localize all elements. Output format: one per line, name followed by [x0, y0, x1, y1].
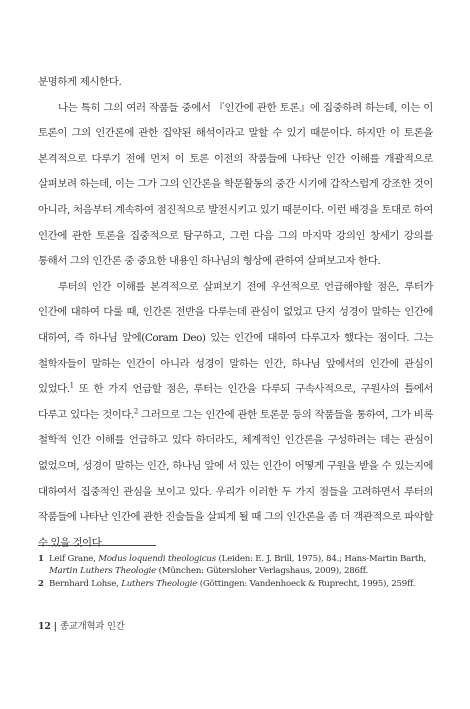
- footnote-number: 1: [38, 554, 44, 564]
- footnote-text-post: (München: Gütersloher Verlagshaus, 2009), 286ff.: [156, 566, 368, 577]
- footnote-text-pre: Bernhard Lohse,: [49, 578, 122, 589]
- footnote-1: [38, 553, 438, 578]
- paragraph-luther-anthropology: [38, 275, 433, 557]
- paragraph-focus-disputation: 나는 특히 그의 여러 작품들 중에서 『인간에 관한 토론』에 집중하려 하는데, 이는 이 토론이 그의 인간론에 관한 집약된 해석이라고 말할 수 있기 때문이다. 하지만 이 토론을 본격적으로 다루기 전에 먼저 이 토론 이전의 작품들에 나타난 인간 이해를 개괄적으로 살펴보려 하는데, 이는 그가 그의 인간론을 학문활동의 중간 시기에 갑작스럽게 강조한 것이 아니라, 처음부터 계속하여 점진적으로 발전시키고 있기 때문이다. 이런 배경을 토대로 하여 인간에 관한 토론을 집중적으로 탐구하고, 그런 다음 그의 마지막 강의인 창세기 강의를 통해서 그의 인간론 중 중요한 내용인 하나님의 형상에 관하여 살펴보고자 한다.: [38, 101, 433, 268]
- footnote-text-pre: Leif Grane,: [49, 554, 99, 564]
- paragraph-text-part-1: 루터의 인간 이해를 본격적으로 살펴보기 전에 우선적으로 언급해야할 점은, 루터가 인간에 대하여 다룰 때, 인간론 전반을 다루는데 관심이 없었고 단지 성경이 말하는 인간에 대하여, 즉 하나님 앞에(Coram Deo) 있는 인간에 대하여 다루고자 했다는 점이다. 그는 철학자들이 말하는 인간이 아니라 성경이 말하는 인간, 하나님 앞에서의 인간에 관심이 있었다.: [38, 280, 433, 396]
- footnote-book-title: Modus loquendi theologicus: [98, 554, 216, 564]
- paragraph-text-part-3: 그러므로 그는 인간에 관한 토론문 등의 작품들을 통하여, 그가 비록 철학적 인간 이해를 언급하고 있다 하더라도, 체계적인 인간론을 구성하려는 데는 관심이 없었으며, 성경이 말하는 인간, 하나님 앞에 서 있는 인간이 어떻게 구원을 받을 수 있는지에 대하여서 집중적인 관심을 보이고 있다. 우리가 이러한 두 가지 점들을 고려하면서 루터의 작품들에 나타난 인간에 관한 진술들을 살피게 될 때 그의 인간론을 좀 더 객관적으로 파악할 수 있을 것이다.: [38, 408, 433, 549]
- body-text: [38, 70, 433, 556]
- paragraph-continuation: 분명하게 제시한다.: [38, 76, 122, 88]
- footnote-ref-1[interactable]: 1: [69, 381, 74, 390]
- paragraph-text-part-2: 또 한 가지 언급할 점은, 루터는 인간을 다루되 구속사적으로, 구원사의 틀에서 다루고 있다는 것이다.: [38, 383, 433, 421]
- footnote-text-mid: (Göttingen: Vandenhoeck & Ruprecht, 1995), 259ff.: [197, 578, 416, 589]
- footnote-book-title: Luthers Theologie: [121, 578, 198, 589]
- footnote-text-mid: (Leiden: E. J. Brill, 1975), 84.; Hans-Martin Barth,: [215, 554, 427, 564]
- page-number: 12: [38, 621, 51, 632]
- footnote-number: 2: [38, 578, 44, 589]
- footnote-book-title-2: Martin Luthers Theologie: [49, 566, 157, 577]
- page-footer: [38, 618, 125, 632]
- footnote-2: [38, 578, 438, 590]
- footnote-ref-2[interactable]: 2: [133, 407, 138, 416]
- running-title: 종교개혁과 인간: [59, 621, 125, 632]
- footer-separator: |: [53, 621, 57, 632]
- footnotes: [38, 553, 438, 590]
- footnote-divider: [38, 545, 156, 546]
